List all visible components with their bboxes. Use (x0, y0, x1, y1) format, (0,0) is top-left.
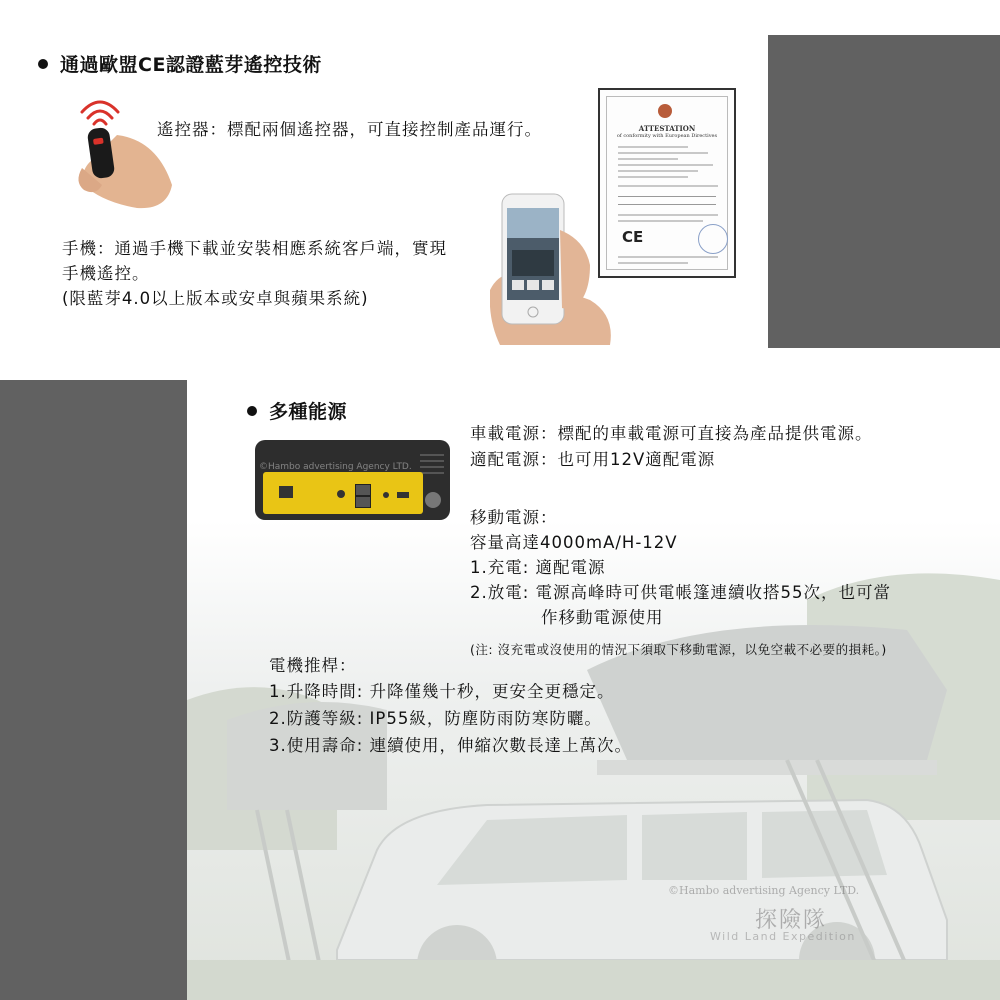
ce-certificate-image (598, 88, 736, 278)
power-bank-image (255, 440, 450, 520)
remote-description: 遙控器：標配兩個遙控器，可直接控制產品運行。 (157, 120, 542, 139)
certificate-seal-icon (698, 224, 728, 254)
car-power-text: 車載電源：標配的車載電源可直接為產品提供電源。 (470, 424, 873, 443)
certificate-logo-icon (658, 104, 672, 118)
discharge-text-line1: 2.放電: 電源高峰時可供電帳篷連續收搭55次，也可當 (470, 583, 892, 602)
phone-requirement-note: (限藍芽4.0以上版本或安卓與蘋果系統) (62, 289, 369, 308)
bullet-dot (38, 59, 48, 69)
section2-heading-text: 多種能源 (269, 401, 348, 423)
watermark-text: ©Hambo advertising Agency LTD. (259, 462, 412, 472)
phone-description-line1: 手機：通過手機下載並安裝相應系統客戶端，實現 (62, 239, 447, 258)
mobile-power-title: 移動電源： (470, 508, 558, 527)
usage-note: (注: 沒充電或沒使用的情況下須取下移動電源，以免空載不必要的損耗。) (470, 642, 887, 657)
section2-heading (247, 397, 347, 424)
phone-description-line2: 手機遙控。 (62, 264, 150, 283)
actuator-item-1: 1.升降時間: 升降僅幾十秒，更安全更穩定。 (269, 682, 615, 701)
actuator-item-3: 3.使用壽命: 連續使用，伸縮次數長達上萬次。 (269, 736, 633, 755)
certificate-subtitle: of conformity with European Directives (616, 133, 718, 139)
certificate-title: ATTESTATION (638, 124, 696, 133)
adapter-power-text: 適配電源：也可用12V適配電源 (470, 450, 716, 469)
capacity-text: 容量高達4000mA/H-12V (470, 533, 678, 552)
signal-waves-icon (82, 102, 118, 124)
brand-logo-en: Wild Land Expedition (710, 930, 856, 943)
watermark-bottom: ©Hambo advertising Agency LTD. (668, 884, 860, 897)
remote-hand-image (62, 90, 182, 215)
gray-block-right (768, 35, 1000, 348)
actuator-item-2: 2.防護等級: IP55級，防塵防雨防寒防曬。 (269, 709, 602, 728)
charge-text: 1.充電: 適配電源 (470, 558, 606, 577)
ce-mark: CE (622, 228, 644, 246)
bullet-dot (247, 406, 257, 416)
actuator-title: 電機推桿： (269, 656, 357, 675)
gray-block-left (0, 380, 187, 1000)
discharge-text-line2: 作移動電源使用 (541, 608, 664, 627)
phone-hand-image (490, 190, 618, 345)
section1-heading (38, 50, 322, 77)
section1-heading-text: 通過歐盟CE認證藍芽遙控技術 (60, 54, 322, 76)
brand-logo-cn: 探險隊 (755, 908, 828, 933)
